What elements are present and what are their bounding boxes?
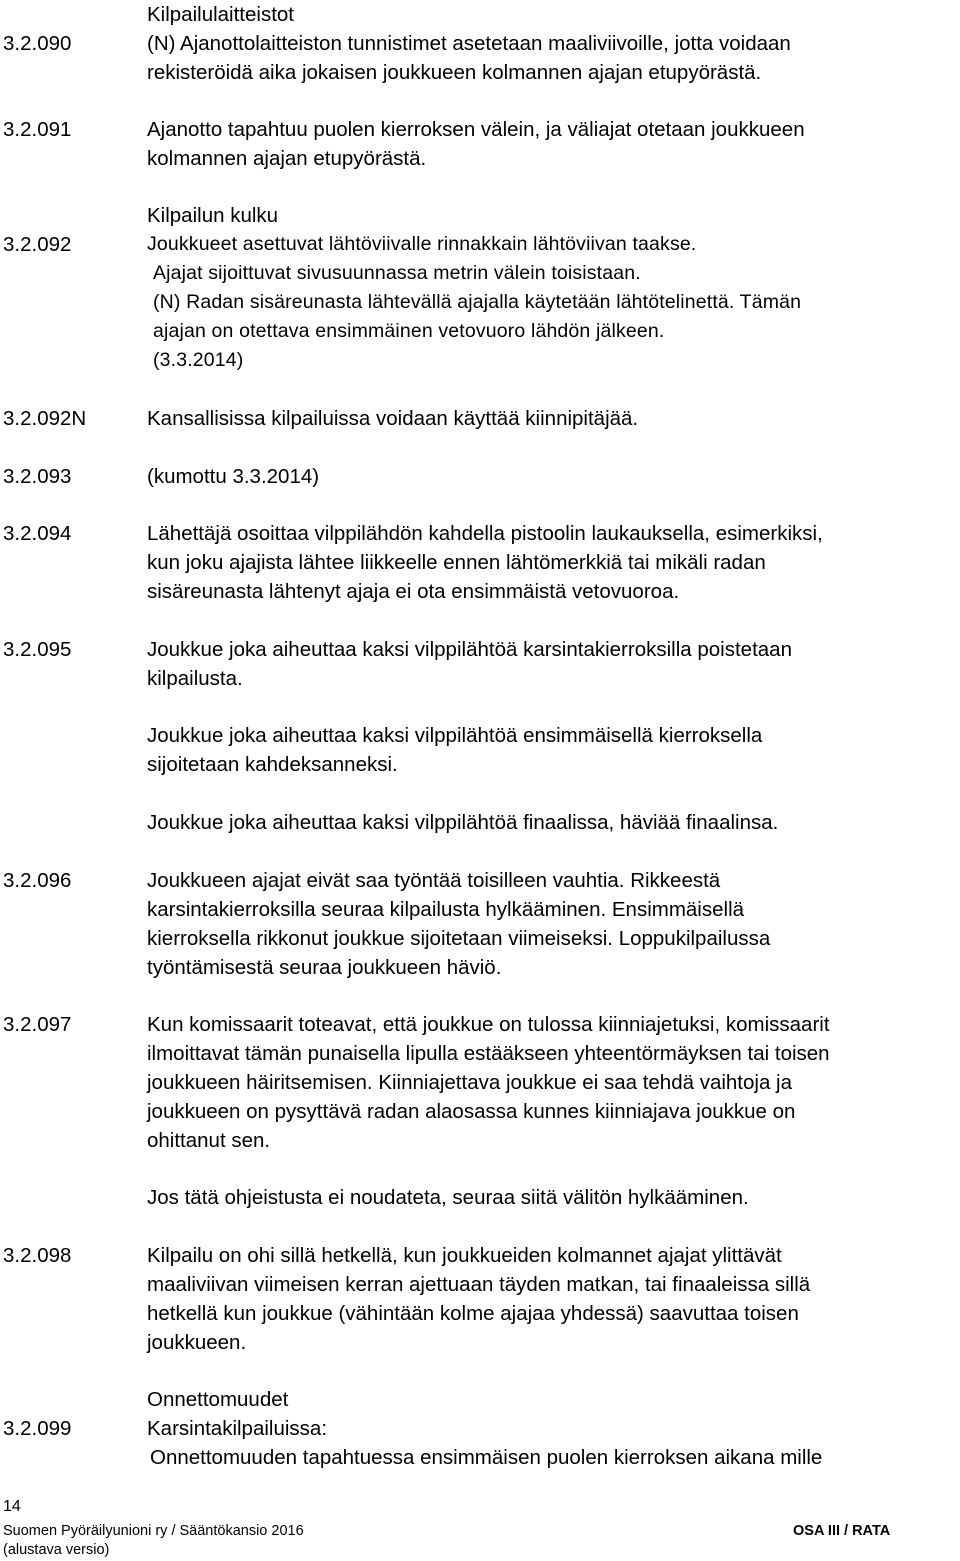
rule-text: kun joku ajajista lähtee liikkeelle ennen lähtömerkkiä tai mikäli radan (147, 551, 766, 574)
rule-number: 3.2.094 (3, 522, 72, 545)
rule-text: Joukkueen ajajat eivät saa työntää toisilleen vauhtia. Rikkeestä (147, 869, 721, 892)
rule-text: (3.3.2014) (153, 349, 244, 371)
rule-text: ajajan on otettava ensimmäinen vetovuoro lähdön jälkeen. (153, 320, 665, 342)
rule-number: 3.2.093 (3, 465, 72, 488)
rule-text: rekisteröidä aika jokaisen joukkueen kolmannen ajajan etupyörästä. (147, 61, 762, 84)
rule-number: 3.2.092N (3, 407, 87, 430)
rule-text: Joukkueet asettuvat lähtöviivalle rinnakkain lähtöviivan taakse. (147, 233, 697, 255)
rule-number: 3.2.091 (3, 118, 72, 141)
rule-text: (kumottu 3.3.2014) (147, 465, 320, 488)
rule-text: (N) Radan sisäreunasta lähtevällä ajajalla käytetään lähtötelinettä. Tämän (153, 291, 802, 313)
rule-number: 3.2.099 (3, 1417, 72, 1440)
rule-text: joukkueen häiritsemisen. Kiinniajettava joukkue ei saa tehdä vaihtoja ja (147, 1071, 793, 1094)
rule-text: Joukkue joka aiheuttaa kaksi vilppilähtöä finaalissa, häviää finaalinsa. (147, 811, 779, 834)
rule-number: 3.2.096 (3, 869, 72, 892)
rule-text: Kansallisissa kilpailuissa voidaan käyttää kiinnipitäjää. (147, 407, 639, 430)
page-number: 14 (3, 1498, 21, 1515)
rule-number: 3.2.095 (3, 638, 72, 661)
section-heading: Onnettomuudet (147, 1388, 289, 1411)
footer-version: (alustava versio) (3, 1542, 110, 1558)
rule-number: 3.2.092 (3, 233, 72, 256)
rule-text: karsintakierroksilla seuraa kilpailusta hylkääminen. Ensimmäisellä (147, 898, 745, 921)
rule-text: kolmannen ajajan etupyörästä. (147, 147, 427, 170)
section-heading: Kilpailun kulku (147, 204, 279, 227)
rule-text: Kilpailu on ohi sillä hetkellä, kun joukkueiden kolmannet ajajat ylittävät (147, 1244, 782, 1267)
section-heading: Kilpailulaitteistot (147, 3, 294, 26)
rule-text: Karsintakilpailuissa: (147, 1417, 328, 1440)
rule-text: joukkueen. (147, 1331, 247, 1354)
rule-text: ilmoittavat tämän punaisella lipulla estääkseen yhteentörmäyksen tai toisen (147, 1042, 830, 1065)
rule-text: sijoitetaan kahdeksanneksi. (147, 753, 398, 776)
rule-text: kilpailusta. (147, 667, 243, 690)
rule-text: Ajajat sijoittuvat sivusuunnassa metrin välein toisistaan. (153, 262, 641, 284)
rule-text: Lähettäjä osoittaa vilppilähdön kahdella pistoolin laukauksella, esimerkiksi, (147, 522, 823, 545)
rule-text: Joukkue joka aiheuttaa kaksi vilppilähtöä karsintakierroksilla poistetaan (147, 638, 792, 661)
rule-text: joukkueen on pysyttävä radan alaosassa kunnes kiinniajava joukkue on (147, 1100, 796, 1123)
rule-text: Joukkue joka aiheuttaa kaksi vilppilähtöä ensimmäisellä kierroksella (147, 724, 763, 747)
rule-number: 3.2.098 (3, 1244, 72, 1267)
rule-text: Onnettomuuden tapahtuessa ensimmäisen puolen kierroksen aikana mille (150, 1446, 823, 1469)
rule-text: maaliviivan viimeisen kerran ajettuaan täyden matkan, tai finaaleissa sillä (147, 1273, 811, 1296)
rule-text: hetkellä kun joukkue (vähintään kolme ajajaa yhdessä) saavuttaa toisen (147, 1302, 799, 1325)
rule-text: Ajanotto tapahtuu puolen kierroksen välein, ja väliajat otetaan joukkueen (147, 118, 805, 141)
rule-text: Jos tätä ohjeistusta ei noudateta, seuraa siitä välitön hylkääminen. (147, 1186, 749, 1209)
rule-number: 3.2.097 (3, 1013, 72, 1036)
rule-text: Kun komissaarit toteavat, että joukkue on tulossa kiinniajetuksi, komissaarit (147, 1013, 830, 1036)
rule-text: kierroksella rikkonut joukkue sijoitetaan viimeiseksi. Loppukilpailussa (147, 927, 771, 950)
footer-publisher: Suomen Pyöräilyunioni ry / Sääntökansio 2016 (3, 1523, 304, 1539)
rule-number: 3.2.090 (3, 32, 72, 55)
rule-text: sisäreunasta lähtenyt ajaja ei ota ensimmäistä vetovuoroa. (147, 580, 680, 603)
rule-text: työntämisestä seuraa joukkueen häviö. (147, 956, 502, 979)
footer-part: OSA III / RATA (793, 1523, 891, 1539)
rule-text: ohittanut sen. (147, 1129, 271, 1152)
rule-text: (N) Ajanottolaitteiston tunnistimet asetetaan maaliviivoille, jotta voidaan (147, 32, 791, 55)
